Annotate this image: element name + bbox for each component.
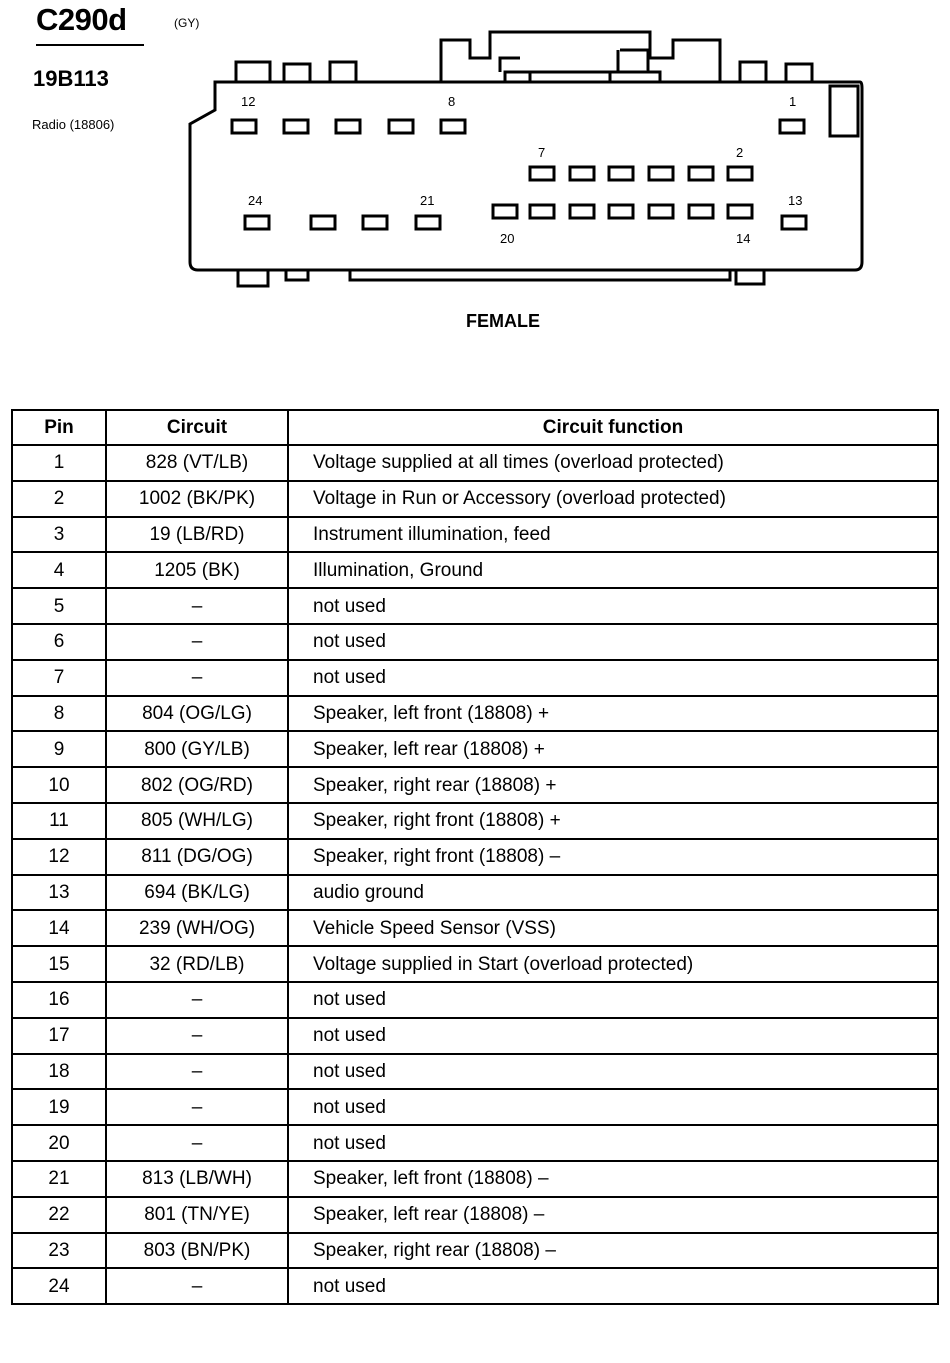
- circuit-cell: 811 (DG/OG): [106, 839, 288, 875]
- function-cell: Speaker, left rear (18808) +: [288, 731, 938, 767]
- pin-label: 20: [500, 231, 515, 246]
- pin-label: 12: [241, 94, 256, 109]
- function-cell: Speaker, right front (18808) +: [288, 803, 938, 839]
- function-cell: not used: [288, 982, 938, 1018]
- table-row: [12, 552, 938, 588]
- pin-cell: 24: [12, 1268, 106, 1304]
- pin-cavity: [570, 205, 594, 218]
- pin-cell: 16: [12, 982, 106, 1018]
- table-row: [12, 875, 938, 911]
- table-row: [12, 1125, 938, 1161]
- pin-cavity: [336, 120, 360, 133]
- pin-cavity: [441, 120, 465, 133]
- pin-cavity: [416, 216, 440, 229]
- pin-label: 8: [448, 94, 456, 109]
- pin-cavity: [609, 167, 633, 180]
- table-row: [12, 481, 938, 517]
- pin-cell: 5: [12, 588, 106, 624]
- pin-cell: 12: [12, 839, 106, 875]
- table-row: [12, 660, 938, 696]
- circuit-cell: 32 (RD/LB): [106, 946, 288, 982]
- connector-diagram: [0, 0, 950, 300]
- function-cell: Illumination, Ground: [288, 552, 938, 588]
- circuit-cell: –: [106, 1089, 288, 1125]
- pin-label: 1: [789, 94, 797, 109]
- table-row: [12, 1161, 938, 1197]
- pin-cavity: [728, 167, 752, 180]
- table-row: [12, 731, 938, 767]
- function-cell: Speaker, left front (18808) –: [288, 1161, 938, 1197]
- function-cell: Speaker, right rear (18808) –: [288, 1233, 938, 1269]
- table-row: [12, 517, 938, 553]
- connector-side-key: [830, 86, 858, 136]
- circuit-cell: –: [106, 660, 288, 696]
- pin-cavity: [570, 167, 594, 180]
- part-number: 19B113: [33, 66, 109, 91]
- connector-color: (GY): [174, 16, 200, 30]
- column-header-function: Circuit function: [288, 410, 938, 445]
- pin-cavity: [728, 205, 752, 218]
- pin-cell: 19: [12, 1089, 106, 1125]
- circuit-cell: 805 (WH/LG): [106, 803, 288, 839]
- pin-label: 24: [248, 193, 263, 208]
- table-row: [12, 1089, 938, 1125]
- pin-label: 21: [420, 193, 435, 208]
- function-cell: Speaker, left rear (18808) –: [288, 1197, 938, 1233]
- circuit-cell: 804 (OG/LG): [106, 696, 288, 732]
- function-cell: Voltage in Run or Accessory (overload protected): [288, 481, 938, 517]
- pin-cavity: [493, 205, 517, 218]
- circuit-cell: –: [106, 588, 288, 624]
- table-row: [12, 1233, 938, 1269]
- table-row: [12, 803, 938, 839]
- pin-cavity: [782, 216, 806, 229]
- pin-label: 7: [538, 145, 546, 160]
- function-cell: not used: [288, 1089, 938, 1125]
- pin-cavity: [530, 167, 554, 180]
- pin-label: 2: [736, 145, 744, 160]
- pin-label: 13: [788, 193, 803, 208]
- table-row: [12, 624, 938, 660]
- pin-cell: 13: [12, 875, 106, 911]
- pin-cavity: [363, 216, 387, 229]
- pinout-table: [11, 409, 939, 1305]
- function-cell: audio ground: [288, 875, 938, 911]
- pin-cell: 4: [12, 552, 106, 588]
- pin-cavity: [649, 205, 673, 218]
- circuit-cell: 239 (WH/OG): [106, 910, 288, 946]
- column-header-pin: Pin: [12, 410, 106, 445]
- function-cell: Speaker, right rear (18808) +: [288, 767, 938, 803]
- circuit-cell: –: [106, 1268, 288, 1304]
- table-header-row: [12, 410, 938, 445]
- table-row: [12, 946, 938, 982]
- pin-cavity: [609, 205, 633, 218]
- pin-cavity: [780, 120, 804, 133]
- pin-cell: 17: [12, 1018, 106, 1054]
- circuit-cell: –: [106, 624, 288, 660]
- pin-cavity: [284, 120, 308, 133]
- pin-cell: 7: [12, 660, 106, 696]
- function-cell: Vehicle Speed Sensor (VSS): [288, 910, 938, 946]
- table-row: [12, 696, 938, 732]
- function-cell: not used: [288, 1054, 938, 1090]
- pin-cell: 14: [12, 910, 106, 946]
- connector-description: Radio (18806): [32, 117, 115, 132]
- function-cell: Voltage supplied in Start (overload protected): [288, 946, 938, 982]
- pin-cell: 22: [12, 1197, 106, 1233]
- pin-label: 14: [736, 231, 751, 246]
- circuit-cell: –: [106, 982, 288, 1018]
- pin-cavity: [311, 216, 335, 229]
- table-row: [12, 1268, 938, 1304]
- connector-body: [190, 82, 862, 270]
- pin-cavity: [245, 216, 269, 229]
- circuit-cell: 802 (OG/RD): [106, 767, 288, 803]
- table-row: [12, 445, 938, 481]
- connector-gender-label: FEMALE: [466, 311, 540, 331]
- function-cell: not used: [288, 1018, 938, 1054]
- pin-cell: 18: [12, 1054, 106, 1090]
- pin-cell: 21: [12, 1161, 106, 1197]
- pin-cell: 1: [12, 445, 106, 481]
- function-cell: not used: [288, 624, 938, 660]
- pin-cell: 10: [12, 767, 106, 803]
- table-row: [12, 1018, 938, 1054]
- circuit-cell: 828 (VT/LB): [106, 445, 288, 481]
- circuit-cell: –: [106, 1018, 288, 1054]
- circuit-cell: 19 (LB/RD): [106, 517, 288, 553]
- pin-cell: 23: [12, 1233, 106, 1269]
- pin-cavity: [530, 205, 554, 218]
- circuit-cell: 801 (TN/YE): [106, 1197, 288, 1233]
- circuit-cell: 694 (BK/LG): [106, 875, 288, 911]
- circuit-cell: 803 (BN/PK): [106, 1233, 288, 1269]
- function-cell: not used: [288, 588, 938, 624]
- table-row: [12, 839, 938, 875]
- circuit-cell: –: [106, 1054, 288, 1090]
- pin-cell: 20: [12, 1125, 106, 1161]
- function-cell: not used: [288, 1125, 938, 1161]
- pin-cavity: [689, 167, 713, 180]
- table-row: [12, 1197, 938, 1233]
- pin-cell: 2: [12, 481, 106, 517]
- table-row: [12, 767, 938, 803]
- connector-code: C290d: [36, 2, 127, 37]
- table-row: [12, 982, 938, 1018]
- function-cell: not used: [288, 660, 938, 696]
- circuit-cell: 1002 (BK/PK): [106, 481, 288, 517]
- table-row: [12, 588, 938, 624]
- pin-cavity: [232, 120, 256, 133]
- pin-cavity: [389, 120, 413, 133]
- pin-cell: 8: [12, 696, 106, 732]
- function-cell: Speaker, right front (18808) –: [288, 839, 938, 875]
- pin-cavity: [649, 167, 673, 180]
- table-row: [12, 1054, 938, 1090]
- pin-cell: 11: [12, 803, 106, 839]
- function-cell: not used: [288, 1268, 938, 1304]
- pin-cell: 9: [12, 731, 106, 767]
- circuit-cell: 1205 (BK): [106, 552, 288, 588]
- table-row: [12, 910, 938, 946]
- column-header-circuit: Circuit: [106, 410, 288, 445]
- pin-cell: 6: [12, 624, 106, 660]
- circuit-cell: 813 (LB/WH): [106, 1161, 288, 1197]
- function-cell: Voltage supplied at all times (overload protected): [288, 445, 938, 481]
- circuit-cell: –: [106, 1125, 288, 1161]
- pin-cell: 15: [12, 946, 106, 982]
- function-cell: Instrument illumination, feed: [288, 517, 938, 553]
- circuit-cell: 800 (GY/LB): [106, 731, 288, 767]
- pin-cell: 3: [12, 517, 106, 553]
- pin-cavity: [689, 205, 713, 218]
- function-cell: Speaker, left front (18808) +: [288, 696, 938, 732]
